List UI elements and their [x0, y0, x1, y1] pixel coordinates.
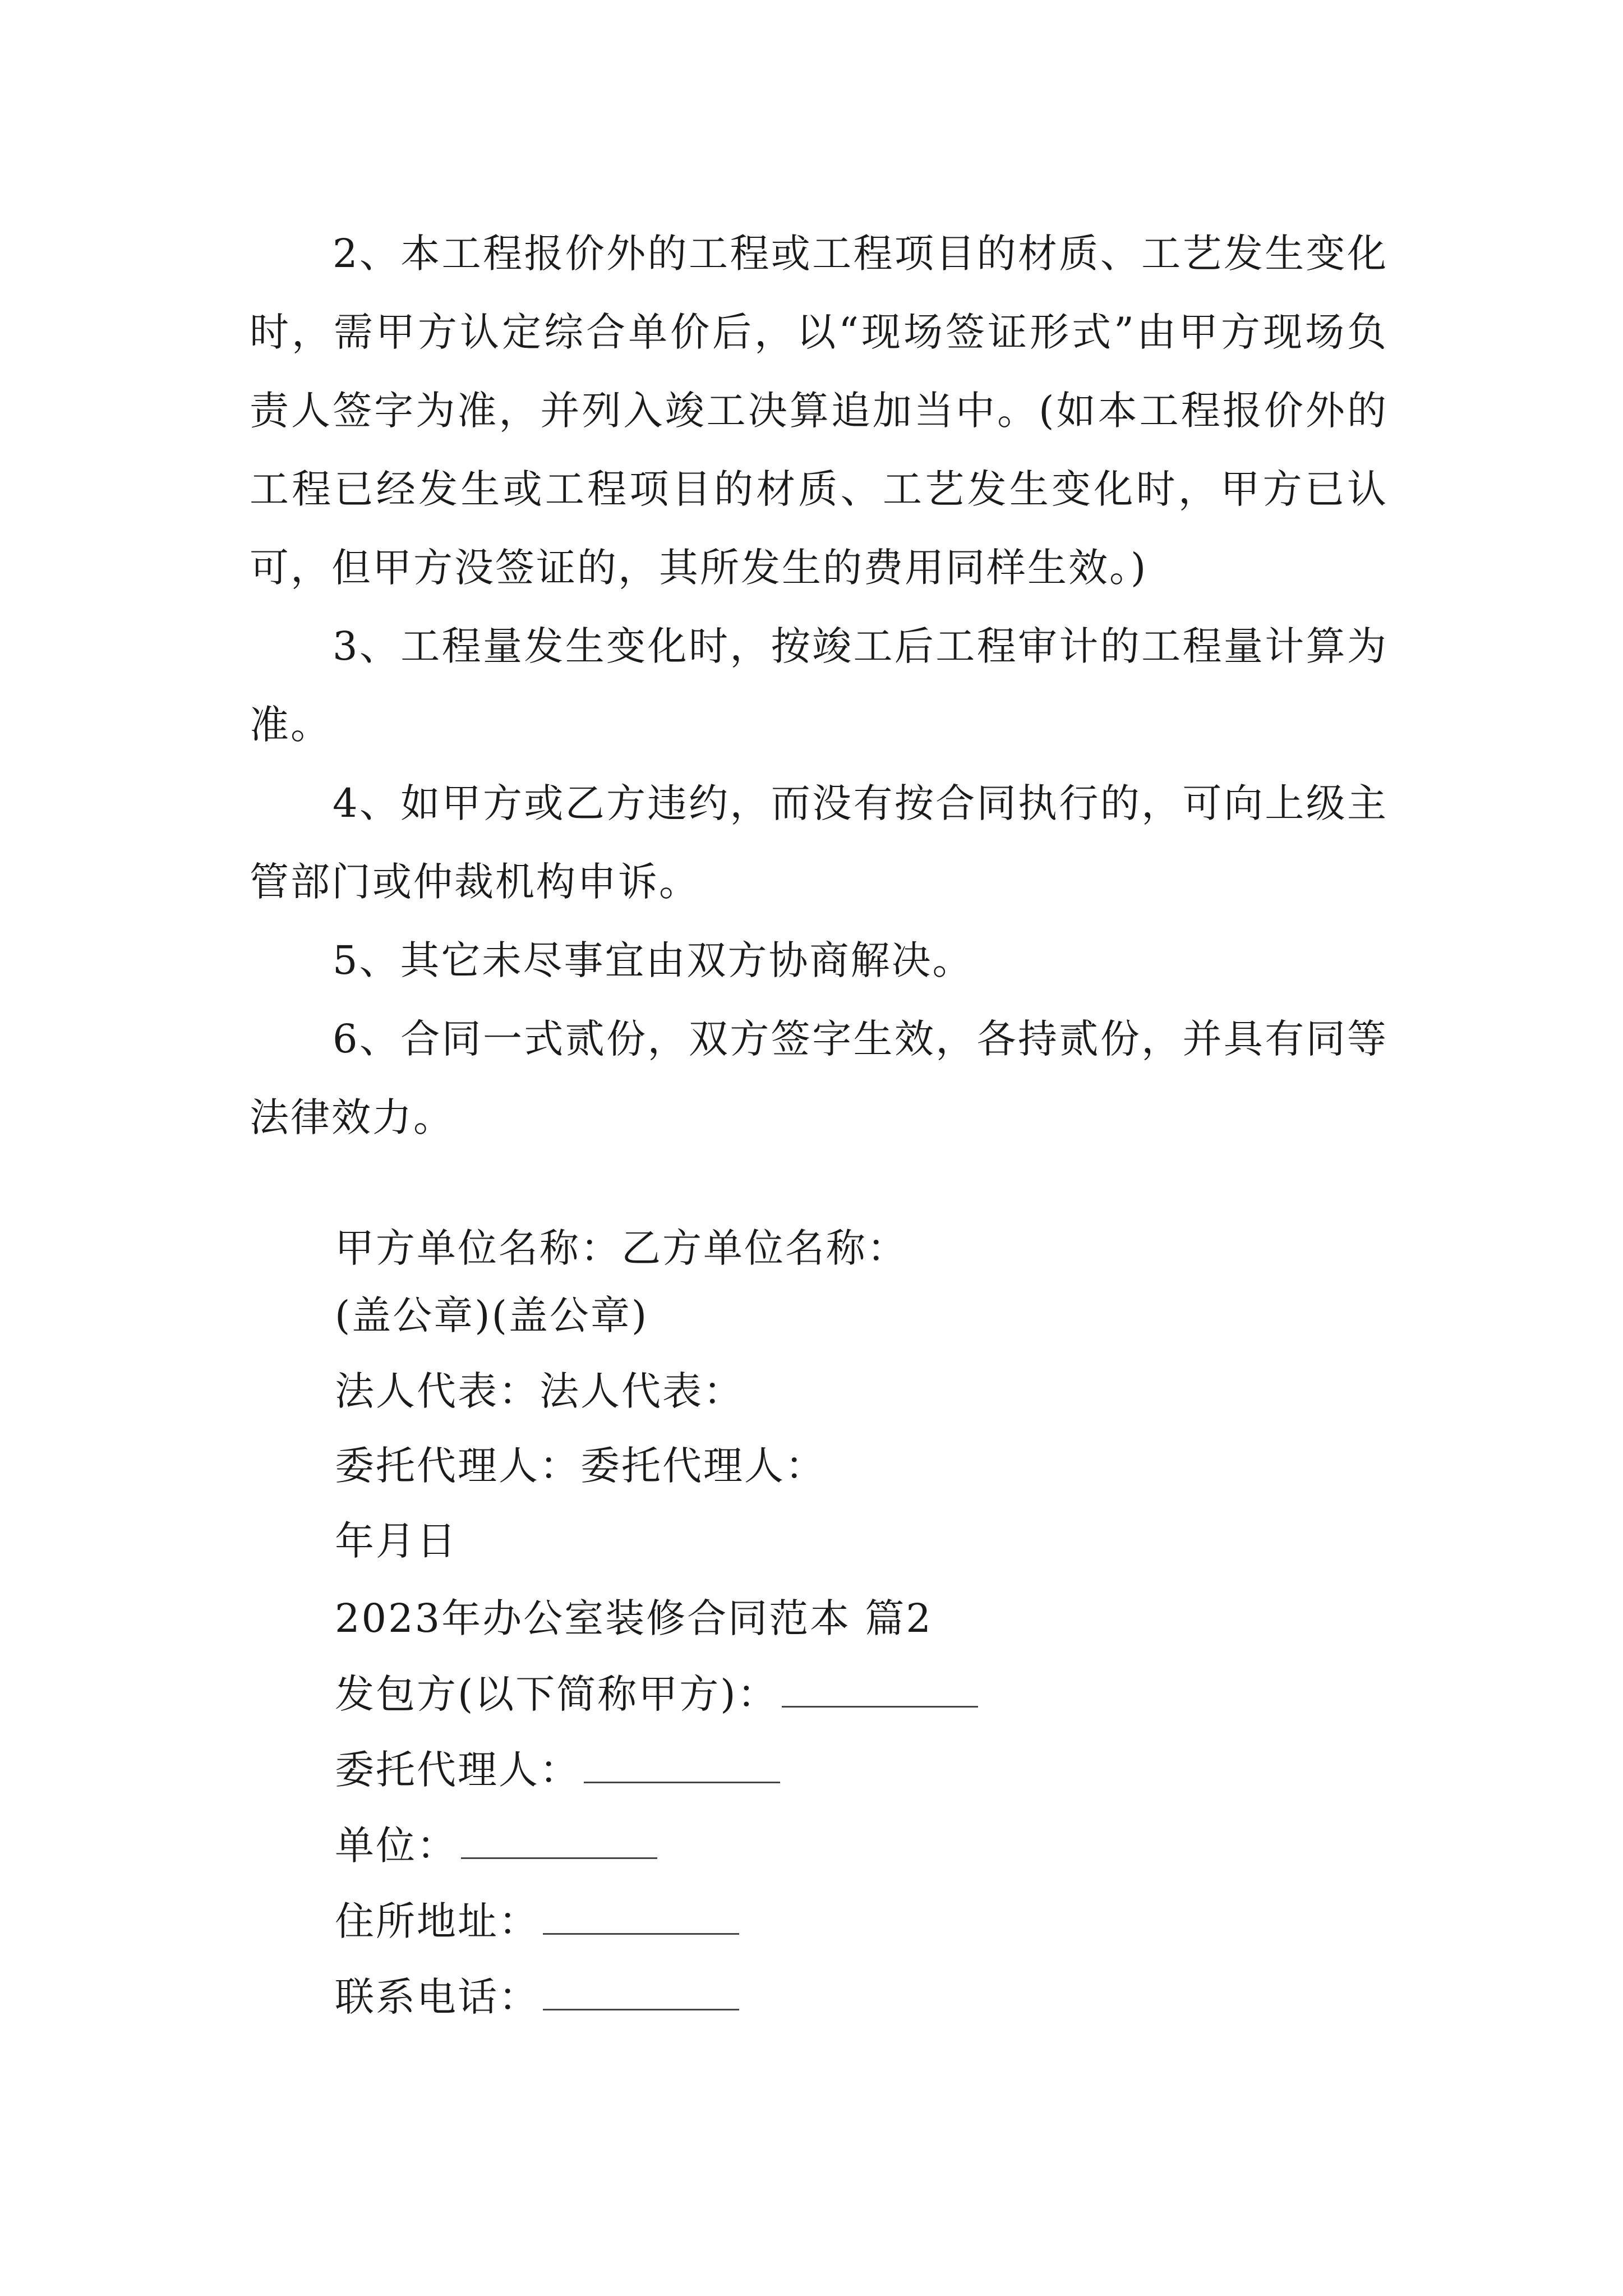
clause-6: 6、合同一式贰份，双方签字生效，各持贰份，并具有同等法律效力。	[250, 1016, 1388, 1140]
field-label: 委托代理人：	[335, 1747, 580, 1793]
date-line: 年月日	[335, 1518, 458, 1564]
field-phone	[335, 1972, 739, 2022]
blank-line	[543, 1931, 739, 1935]
field-address	[335, 1896, 739, 1947]
clause-2: 2、本工程报价外的工程或工程项目的材质、工艺发生变化时，需甲方认定综合单价后，以“现场签证形式”由甲方现场负责人签字为准，并列入竣工决算追加当中。(如本工程报价外的工程已经发生或工程项目的材质、工艺发生变化时，甲方已认可，但甲方没签证的，其所发生的费用同样生效。)	[250, 231, 1388, 591]
party-names-line: 甲方单位名称：乙方单位名称：	[335, 1225, 908, 1271]
agent-line: 委托代理人：委托代理人：	[335, 1443, 826, 1489]
field-agent	[335, 1745, 780, 1795]
field-label: 单位：	[335, 1823, 458, 1869]
blank-line	[461, 1855, 657, 1859]
blank-line	[543, 2007, 739, 2010]
field-employer	[335, 1669, 978, 1719]
field-unit	[335, 1820, 657, 1871]
clause-4: 4、如甲方或乙方违约，而没有按合同执行的，可向上级主管部门或仲裁机构申诉。	[250, 780, 1388, 905]
clause-5: 5、其它未尽事宜由双方协商解决。	[333, 937, 974, 983]
field-label: 住所地址：	[335, 1898, 540, 1944]
legal-rep-line: 法人代表：法人代表：	[335, 1368, 744, 1414]
field-label: 联系电话：	[335, 1974, 540, 2020]
section-2-heading: 2023年办公室装修合同范本 篇2	[335, 1595, 933, 1641]
blank-line	[584, 1779, 780, 1783]
field-label: 发包方(以下简称甲方)：	[335, 1671, 778, 1717]
clause-3: 3、工程量发生变化时，按竣工后工程审计的工程量计算为准。	[250, 623, 1388, 748]
blank-line	[782, 1704, 978, 1708]
seal-line: (盖公章)(盖公章)	[335, 1292, 649, 1338]
contract-clauses	[250, 214, 1388, 1157]
